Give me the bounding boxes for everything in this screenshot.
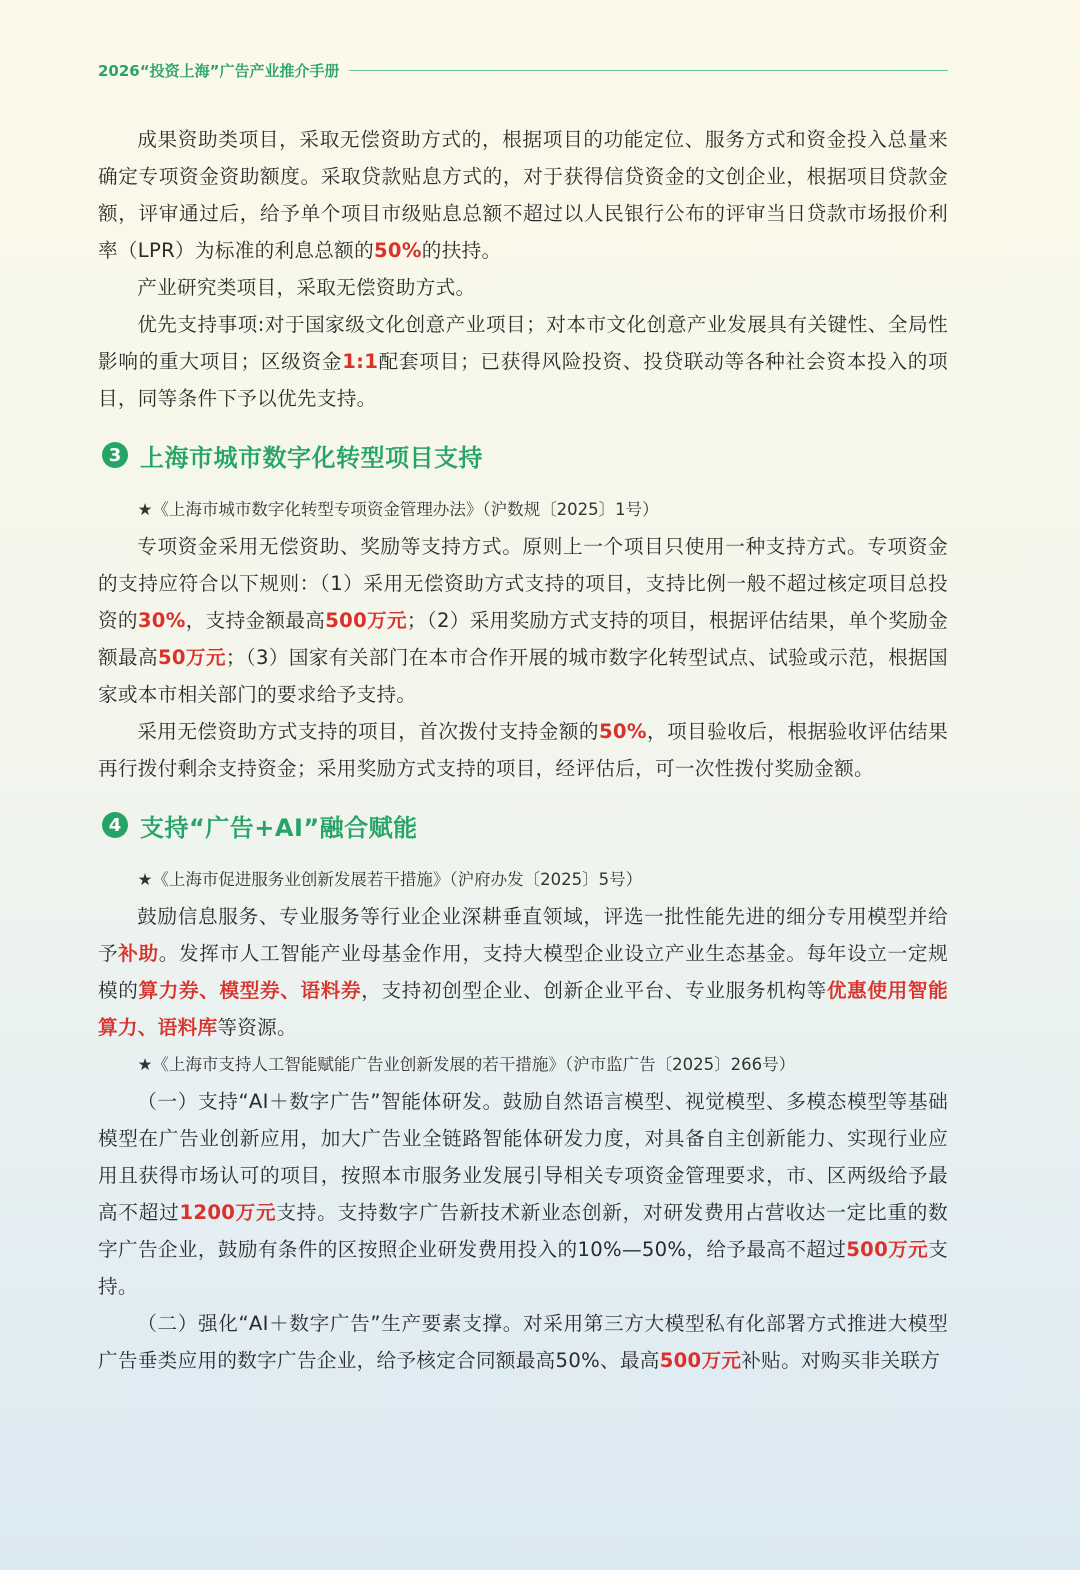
intro-paragraph-3: 优先支持事项:对于国家级文化创意产业项目；对本市文化创意产业发展具有关键性、全局性影响的重大项目；区级资金1:1配套项目；已获得风险投资、投贷联动等各种社会资本投入的项目，同等条件下予以优先支持。 bbox=[98, 313, 948, 410]
section-4-paragraph-3: （二）强化“AI＋数字广告”生产要素支撑。对采用第三方大模型私有化部署方式推进大模型广告垂类应用的数字广告企业，给予核定合同额最高50%、最高500万元补贴。对购买非关联方 bbox=[98, 1312, 948, 1372]
intro-paragraph-2: 产业研究类项目，采取无偿资助方式。 bbox=[137, 276, 476, 299]
section-number-badge: 3 bbox=[102, 442, 128, 468]
header-title: 2026“投资上海”广告产业推介手册 bbox=[98, 61, 340, 80]
policy-source: ★《上海市促进服务业创新发展若干措施》（沪府办发〔2025〕5号） bbox=[137, 870, 643, 889]
section-number-badge: 4 bbox=[102, 812, 128, 838]
policy-source: ★《上海市支持人工智能赋能广告业创新发展的若干措施》（沪市监广告〔2025〕266号） bbox=[137, 1055, 796, 1074]
section-title: 支持“广告+AI”融合赋能 bbox=[140, 813, 418, 842]
header-rule bbox=[349, 70, 948, 71]
section-4-paragraph-2: （一）支持“AI＋数字广告”智能体研发。鼓励自然语言模型、视觉模型、多模态模型等基础模型在广告业创新应用，加大广告业全链路智能体研发力度，对具备自主创新能力、实现行业应用且获得市场认可的项目，按照本市服务业发展引导相关专项资金管理要求，市、区两级给予最高不超过1200万元支持。支持数字广告新技术新业态创新，对研发费用占营收达一定比重的数字广告企业，鼓励有条件的区按照企业研发费用投入的10%—50%，给予最高不超过500万元支持。 bbox=[98, 1090, 948, 1298]
section-title: 上海市城市数字化转型项目支持 bbox=[140, 443, 483, 472]
policy-source: ★《上海市城市数字化转型专项资金管理办法》（沪数规〔2025〕1号） bbox=[137, 500, 659, 519]
section-3-paragraph-2: 采用无偿资助方式支持的项目，首次拨付支持金额的50%，项目验收后，根据验收评估结果再行拨付剩余支持资金；采用奖励方式支持的项目，经评估后，可一次性拨付奖励金额。 bbox=[98, 720, 948, 780]
section-3-heading bbox=[102, 435, 948, 475]
page-content bbox=[98, 121, 948, 1379]
page-header bbox=[98, 58, 948, 82]
intro-paragraph-1: 成果资助类项目，采取无偿资助方式的，根据项目的功能定位、服务方式和资金投入总量来确定专项资金资助额度。采取贷款贴息方式的，对于获得信贷资金的文创企业，根据项目贷款金额，评审通过后，给予单个项目市级贴息总额不超过以人民银行公布的评审当日贷款市场报价利率（LPR）为标准的利息总额的50%的扶持。 bbox=[98, 128, 948, 262]
section-4-heading bbox=[102, 805, 948, 845]
section-4-paragraph-1: 鼓励信息服务、专业服务等行业企业深耕垂直领域，评选一批性能先进的细分专用模型并给予补助。发挥市人工智能产业母基金作用，支持大模型企业设立产业生态基金。每年设立一定规模的算力券、模型券、语料券，支持初创型企业、创新企业平台、专业服务机构等优惠使用智能算力、语料库等资源。 bbox=[98, 905, 948, 1039]
section-3-paragraph-1: 专项资金采用无偿资助、奖励等支持方式。原则上一个项目只使用一种支持方式。专项资金的支持应符合以下规则：（1）采用无偿资助方式支持的项目，支持比例一般不超过核定项目总投资的30%，支持金额最高500万元；（2）采用奖励方式支持的项目，根据评估结果，单个奖励金额最高50万元；（3）国家有关部门在本市合作开展的城市数字化转型试点、试验或示范，根据国家或本市相关部门的要求给予支持。 bbox=[98, 535, 948, 706]
